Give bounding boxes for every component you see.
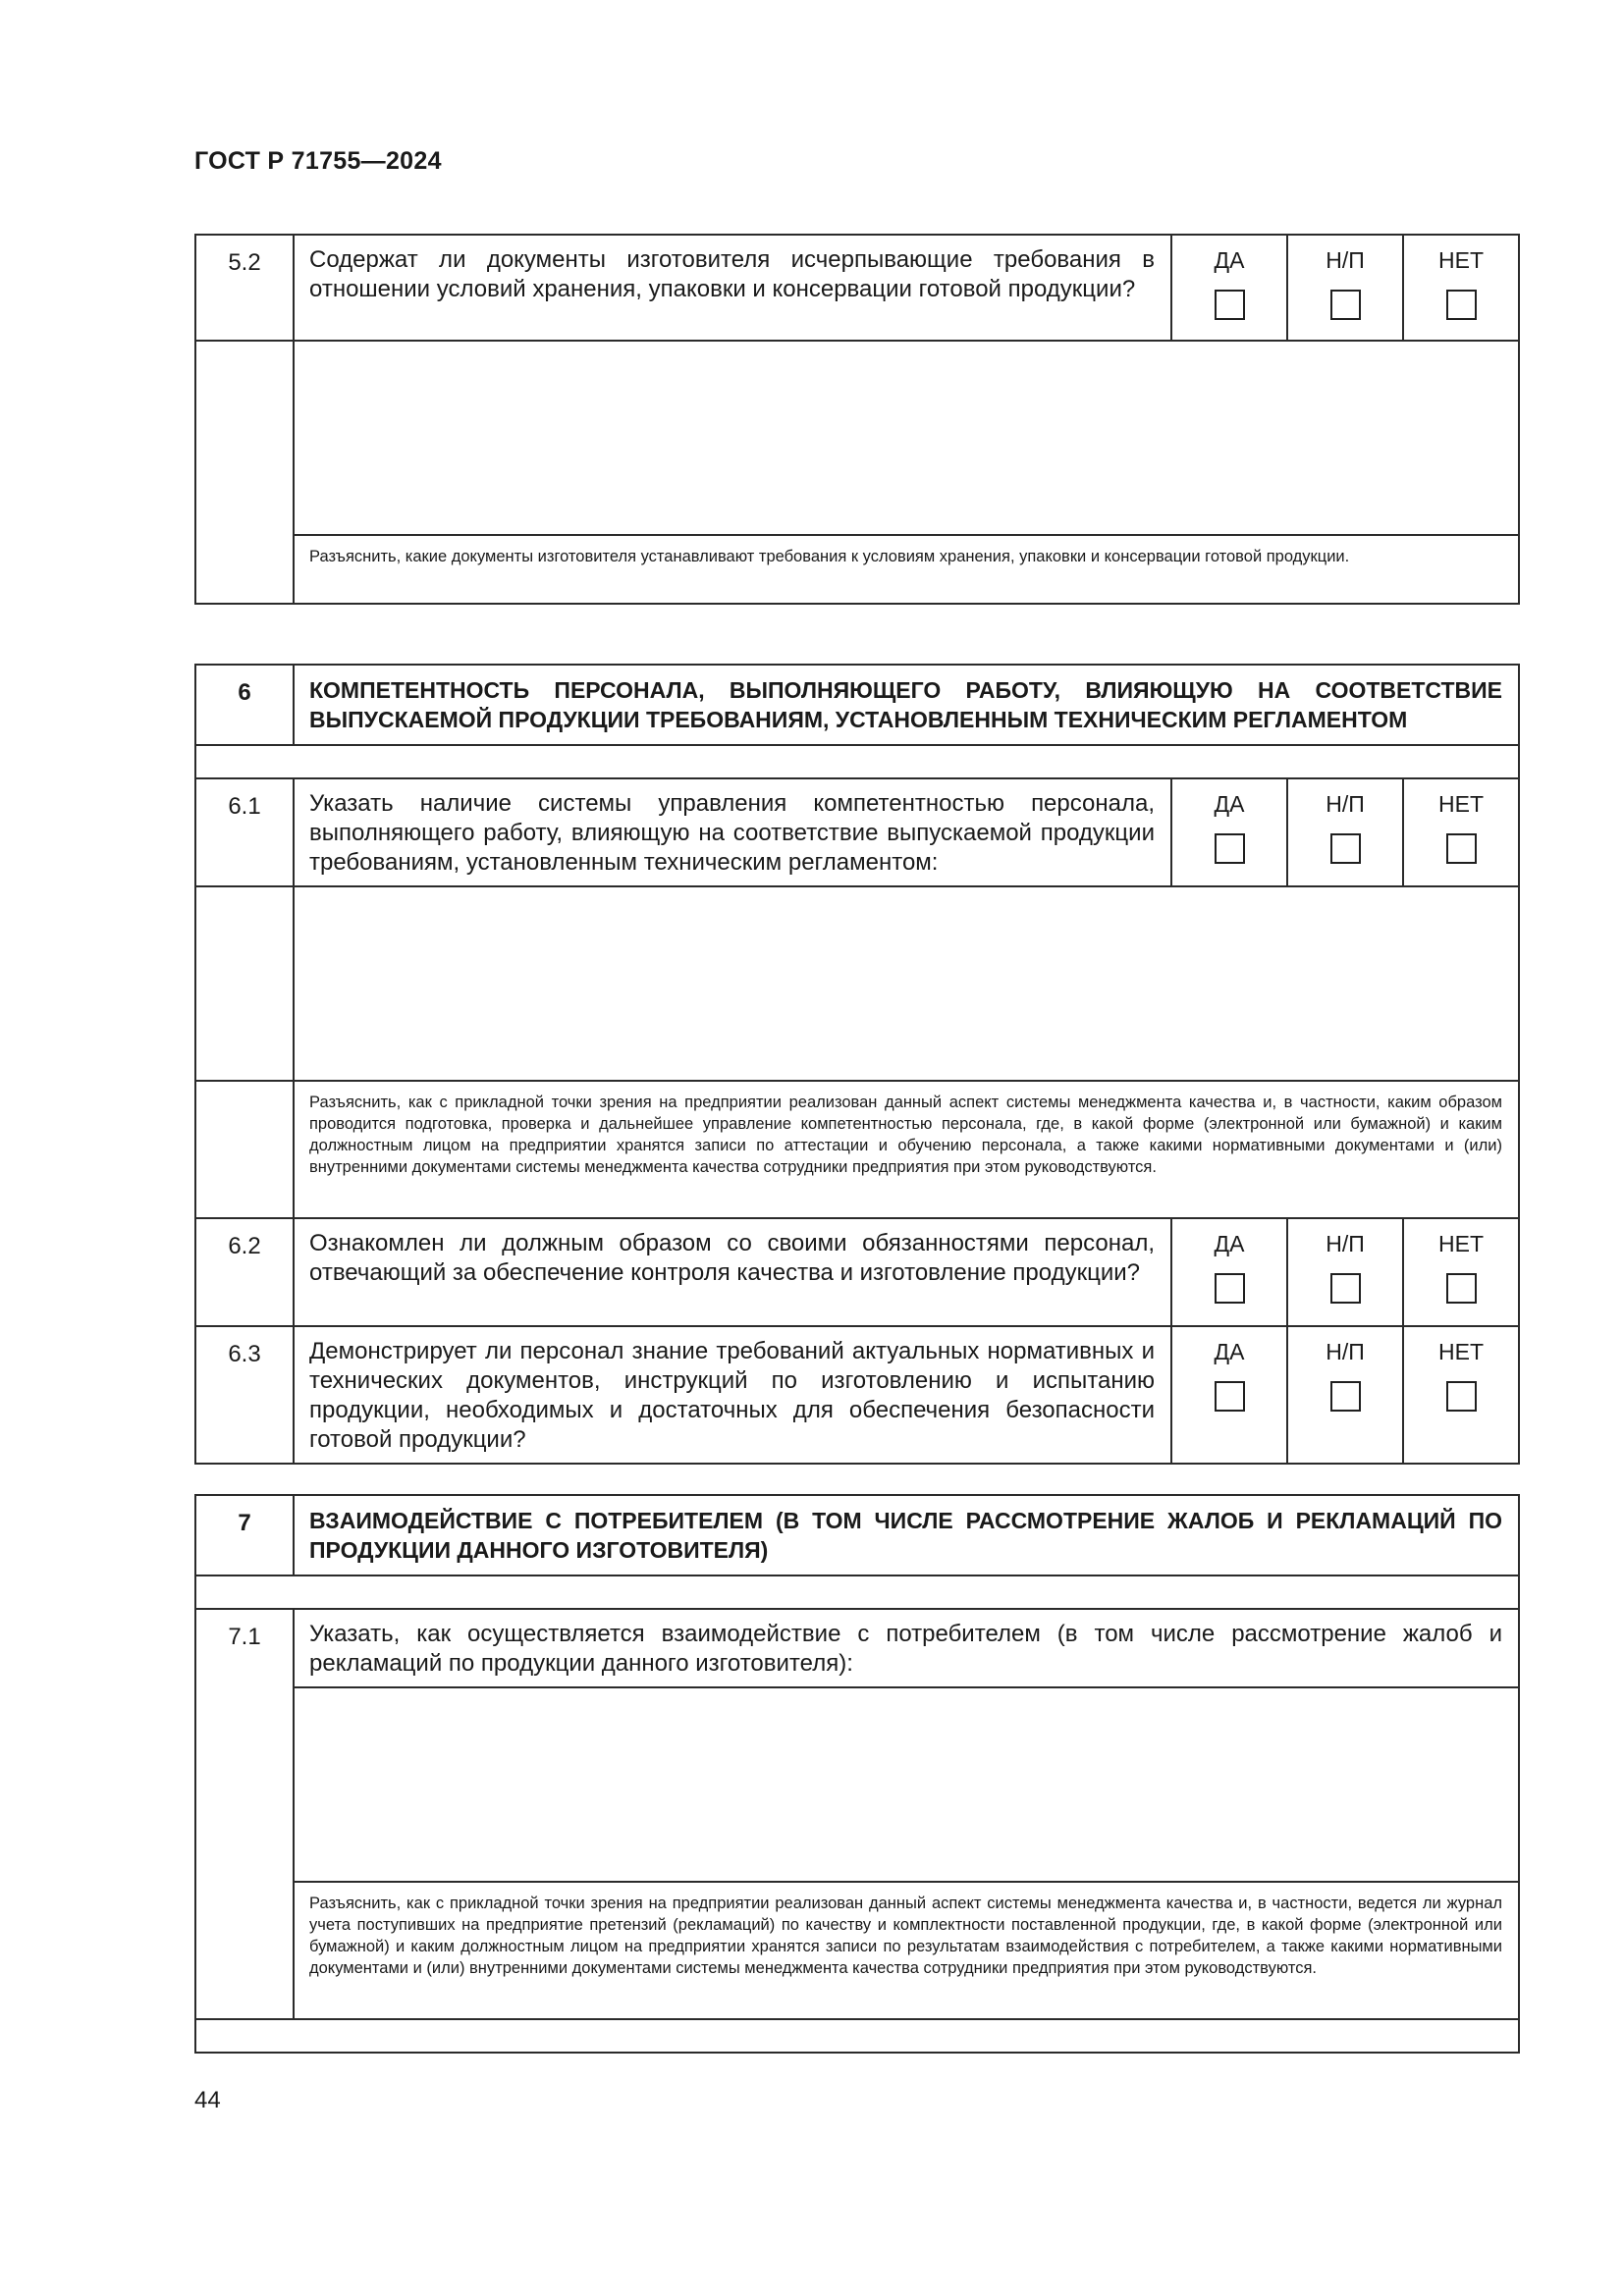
checkbox-no[interactable] — [1446, 833, 1477, 864]
hint-text: Разъяснить, как с прикладной точки зрения на предприятии реализован данный аспект системы менеджмента качества и, в частности, каким образом проводится подготовка, проверка и дальнейшее управление компетентностью персонала, где, в какой форме (электронной или бумажной) и каким должностным лицом на предприятии хранятся записи по аттестации и обучению персонала, а также какими нормативными документами и (или) внутренними документами системы менеджмента качества сотрудники предприятия при этом руководствуются. — [294, 1081, 1519, 1218]
option-label: Н/П — [1326, 1339, 1365, 1364]
option-label: ДА — [1214, 1231, 1245, 1256]
option-na — [1287, 778, 1403, 886]
option-label: ДА — [1214, 1339, 1245, 1364]
item-number: 7.1 — [195, 1609, 294, 2019]
page-number: 44 — [194, 2087, 221, 2113]
option-label: ДА — [1214, 791, 1245, 817]
question-text: Демонстрирует ли персонал знание требований актуальных нормативных и технических документов, инструкций по изготовлению и испытанию продукции, необходимых и достаточных для обеспечения безопасности готовой продукции? — [294, 1326, 1171, 1464]
spacer-row — [195, 745, 1519, 778]
question-text: Указать, как осуществляется взаимодействие с потребителем (в том числе рассмотрение жалоб и рекламаций по продукции данного изготовителя): — [294, 1609, 1519, 1687]
section-title: ВЗАИМОДЕЙСТВИЕ С ПОТРЕБИТЕЛЕМ (В ТОМ ЧИСЛЕ РАССМОТРЕНИЕ ЖАЛОБ И РЕКЛАМАЦИЙ ПО ПРОДУКЦИИ ДАННОГО ИЗГОТОВИТЕЛЯ) — [294, 1495, 1519, 1575]
answer-area[interactable] — [294, 886, 1519, 1081]
option-na — [1287, 1326, 1403, 1464]
option-label: НЕТ — [1438, 247, 1484, 273]
checkbox-na[interactable] — [1330, 1273, 1361, 1304]
checkbox-no[interactable] — [1446, 290, 1477, 320]
number-cell-empty — [195, 1081, 294, 1218]
item-number: 6.3 — [195, 1326, 294, 1464]
option-yes — [1171, 778, 1287, 886]
document-header: ГОСТ Р 71755—2024 — [194, 147, 442, 175]
option-label: Н/П — [1326, 247, 1365, 273]
option-no — [1403, 1326, 1519, 1464]
item-number: 5.2 — [195, 235, 294, 341]
option-label: Н/П — [1326, 1231, 1365, 1256]
checkbox-no[interactable] — [1446, 1381, 1477, 1412]
option-label: НЕТ — [1438, 1339, 1484, 1364]
checkbox-na[interactable] — [1330, 833, 1361, 864]
option-na — [1287, 1218, 1403, 1326]
table-section-7 — [194, 1494, 1520, 2054]
item-number: 6.1 — [195, 778, 294, 886]
checkbox-yes[interactable] — [1215, 1273, 1245, 1304]
answer-area[interactable] — [294, 1687, 1519, 1882]
question-text: Указать наличие системы управления компетентностью персонала, выполняющего работу, влияющую на соответствие выпускаемой продукции требованиям, установленным техническим регламентом: — [294, 778, 1171, 886]
question-text: Ознакомлен ли должным образом со своими обязанностями персонал, отвечающий за обеспечение контроля качества и изготовление продукции? — [294, 1218, 1171, 1326]
option-yes — [1171, 1218, 1287, 1326]
option-label: НЕТ — [1438, 791, 1484, 817]
checkbox-yes[interactable] — [1215, 290, 1245, 320]
option-no — [1403, 235, 1519, 341]
number-cell-empty — [195, 341, 294, 604]
table-item-5-2 — [194, 234, 1520, 605]
hint-text: Разъяснить, как с прикладной точки зрения на предприятии реализован данный аспект системы менеджмента качества и, в частности, ведется ли журнал учета поступивших на предприятие претензий (рекламаций) по качеству и комплектности поставленной продукции, где, в какой форме (электронной или бумажной) и каким должностным лицом на предприятии хранятся записи по результатам взаимодействия с потребителем, а также какими нормативными документами и (или) внутренними документами системы менеджмента качества сотрудники предприятия при этом руководствуются. — [294, 1882, 1519, 2019]
section-title: КОМПЕТЕНТНОСТЬ ПЕРСОНАЛА, ВЫПОЛНЯЮЩЕГО РАБОТУ, ВЛИЯЮЩУЮ НА СООТВЕТСТВИЕ ВЫПУСКАЕМОЙ ПРОДУКЦИИ ТРЕБОВАНИЯМ, УСТАНОВЛЕННЫМ ТЕХНИЧЕСКИМ РЕГЛАМЕНТОМ — [294, 665, 1519, 745]
option-label: Н/П — [1326, 791, 1365, 817]
hint-text: Разъяснить, какие документы изготовителя устанавливают требования к условиям хранения, упаковки и консервации готовой продукции. — [294, 535, 1519, 604]
item-number: 6.2 — [195, 1218, 294, 1326]
checkbox-na[interactable] — [1330, 1381, 1361, 1412]
table-section-6 — [194, 664, 1520, 1465]
checkbox-na[interactable] — [1330, 290, 1361, 320]
question-text: Содержат ли документы изготовителя исчерпывающие требования в отношении условий хранения, упаковки и консервации готовой продукции? — [294, 235, 1171, 341]
answer-area[interactable] — [294, 341, 1519, 535]
option-no — [1403, 778, 1519, 886]
option-no — [1403, 1218, 1519, 1326]
checkbox-yes[interactable] — [1215, 833, 1245, 864]
spacer-row — [195, 2019, 1519, 2053]
checkbox-yes[interactable] — [1215, 1381, 1245, 1412]
spacer-row — [195, 1575, 1519, 1609]
section-number: 7 — [195, 1495, 294, 1575]
option-na — [1287, 235, 1403, 341]
option-yes — [1171, 1326, 1287, 1464]
option-yes — [1171, 235, 1287, 341]
checkbox-no[interactable] — [1446, 1273, 1477, 1304]
section-number: 6 — [195, 665, 294, 745]
number-cell-empty — [195, 886, 294, 1081]
option-label: НЕТ — [1438, 1231, 1484, 1256]
option-label: ДА — [1214, 247, 1245, 273]
